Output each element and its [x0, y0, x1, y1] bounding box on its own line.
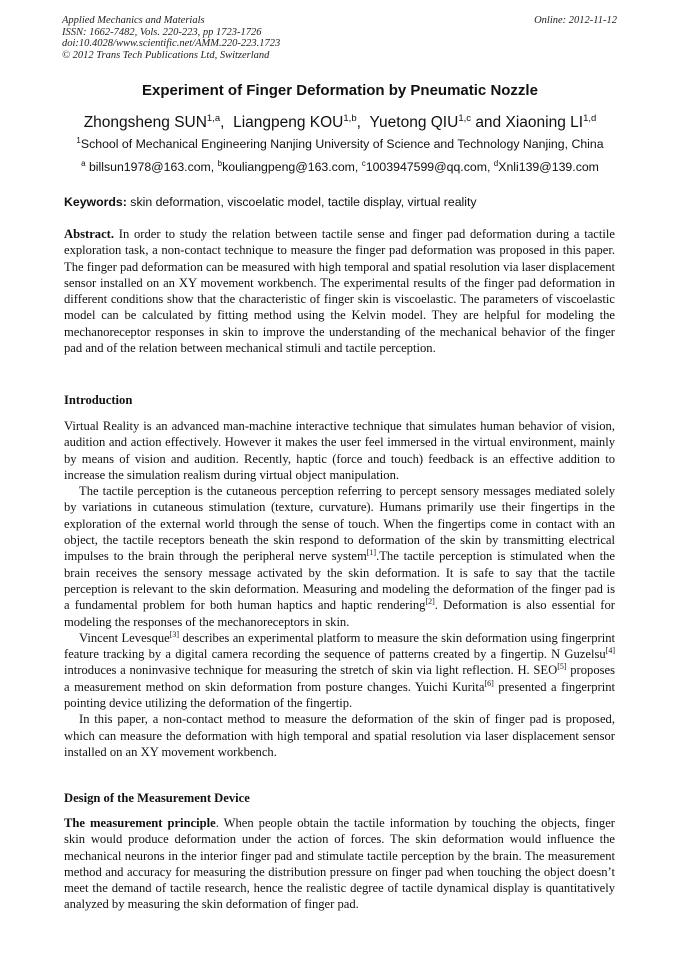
email-link[interactable]: 1003947599@qq.com,: [365, 160, 491, 174]
section-heading-design: Design of the Measurement Device: [64, 791, 250, 805]
email-list: $^a$ billsun1978@163.com, $^b$kouliangpeng@163.com, $^c$1003947599@qq.com, $^d$Xnli139@139.com: [81, 158, 599, 174]
abstract: [64, 226, 615, 356]
author-affil-mark: 1,a: [206, 112, 221, 124]
design-body: The measurement principle. When people obtain the tactile information by touching the objects, finger skin would produce deformation under the action of forces. The skin deformation would influence the mechanical neurons in the interior finger pad and stimulate tactile perception by the brain. The measurement method and accuracy for measuring the distribution pressure on finger pad when touching the object doesn’t meet the demand of tactile research, hence the realistic degree of tactile dynamical display is quantitatively analyzed by measuring the skin deformation of finger pad.: [64, 816, 615, 912]
author-list: Zhongsheng SUN$^{1,a}$, Liangpeng KOU$^{1,b}$, Yuetong QIU$^{1,c}$ and Xiaoning LI$^{1,d}$: [83, 112, 597, 131]
paragraph: The tactile perception is the cutaneous perception referring to percept sensory messages mediated solely by variations in cutaneous stimulation (texture, curvature). Humans primarily use their fingertips in the exploration of the external world through the sense of touch. When the fingertips come in contact with an object, the tactile receptors beneath the skin respond to deformation of the skin by transmitting electrical impulses to the brain through the peripheral nerve system[1].The tactile perception is stimulated when the brain receives the sensory message activated by the skin deformation. It is safe to say that the tactile perception is relevant to the skin deformation. Measuring and modeling the deformation of the finger pad is a fundamental problem for both human haptics and haptic rendering[2]. Deformation is also essential for modeling the responses of the mechanoreceptors in skin.: [64, 484, 615, 629]
paper-title: Experiment of Finger Deformation by Pneumatic Nozzle: [142, 82, 538, 99]
paragraph: Virtual Reality is an advanced man-machine interactive technique that simulates human behavior of vision, audition and action effectively. However it makes the user feel immersed in the virtual environment, mainly by means of vision and audition. Recently, haptic (force and touch) feedback is an effective addition to increase the simulation realism during virtual object manipulation.: [64, 419, 615, 482]
copyright-line: © 2012 Trans Tech Publications Ltd, Switzerland: [62, 49, 270, 61]
keywords: [64, 195, 619, 209]
keywords-text: skin deformation, viscoelatic model, tactile display, virtual reality: [130, 195, 477, 209]
author-name: Yuetong QIU: [369, 114, 459, 131]
section-heading-introduction: Introduction: [64, 393, 133, 407]
citation[interactable]: [4]: [605, 645, 615, 655]
author-name: Xiaoning LI: [505, 114, 584, 131]
paragraph: In this paper, a non-contact method to measure the deformation of the skin of finger pad is proposed, which can measure the deformation with high temporal and spatial resolution via laser displacement sensor installed on an XY movement workbench.: [64, 712, 615, 759]
journal-name: Applied Mechanics and Materials: [62, 15, 205, 26]
journal-header: [62, 15, 617, 61]
author-affil-mark: 1,b: [343, 112, 357, 124]
introduction-body: [64, 418, 615, 760]
author-name: Liangpeng KOU: [233, 114, 344, 131]
author-name: Zhongsheng SUN: [83, 114, 207, 131]
citation[interactable]: [1]: [366, 548, 377, 558]
author-affil-mark: 1,d: [583, 112, 597, 124]
online-date: Online: 2012-11-12: [534, 15, 617, 26]
email-link[interactable]: Xnli139@139.com: [498, 160, 599, 174]
abstract-label: Abstract.: [64, 227, 115, 241]
subsection-label: The measurement principle: [64, 816, 216, 830]
issn-line: ISSN: 1662-7482, Vols. 220-223, pp 1723-1726: [62, 26, 262, 38]
email-link[interactable]: kouliangpeng@163.com,: [222, 160, 359, 174]
citation[interactable]: [5]: [557, 662, 567, 672]
abstract-text: In order to study the relation between tactile sense and finger pad deformation during a tactile exploration task, a non-contact technique to measure the finger pad deformation was proposed in this paper. The finger pad deformation can be measured with high temporal and spatial resolution via laser displacement sensor installed on an XY movement workbench. The experimental results of the finger pad deformation in different conditions show that the characteristic of finger skin is viscoelastic. The parameters of viscoelastic model can be calculated by fitting method using the Kelvin model. They are helpful for modeling the mechanoreceptor responses in skin to improve the understanding of the mechanical behavior of the finger pad and of the relation between mechanical stimuli and tactile perception.: [64, 227, 615, 356]
citation[interactable]: [3]: [169, 629, 180, 639]
keywords-label: Keywords:: [64, 195, 127, 209]
affiliation: $^1$School of Mechanical Engineering Nanjing University of Science and Technology Nanjing, China: [76, 135, 604, 151]
email-link[interactable]: billsun1978@163.com,: [88, 160, 215, 174]
doi-line[interactable]: doi:10.4028/www.scientific.net/AMM.220-223.1723: [62, 38, 281, 49]
citation[interactable]: [2]: [425, 597, 435, 607]
paragraph: Vincent Levesque[3] describes an experimental platform to measure the skin deformation using fingerprint feature tracking by a digital camera recording the sequence of patterns created by a fingertip. N Guzelsu[4] introduces a noninvasive technique for measuring the stretch of skin via light reflection. H. SEO[5] proposes a measurement method on skin deformation from posture changes. Yuichi Kurita[6] presented a fingerprint pointing device utilizing the deformation of the fingertip.: [64, 629, 616, 711]
citation[interactable]: [6]: [484, 678, 494, 688]
author-affil-mark: 1,c: [458, 112, 471, 124]
